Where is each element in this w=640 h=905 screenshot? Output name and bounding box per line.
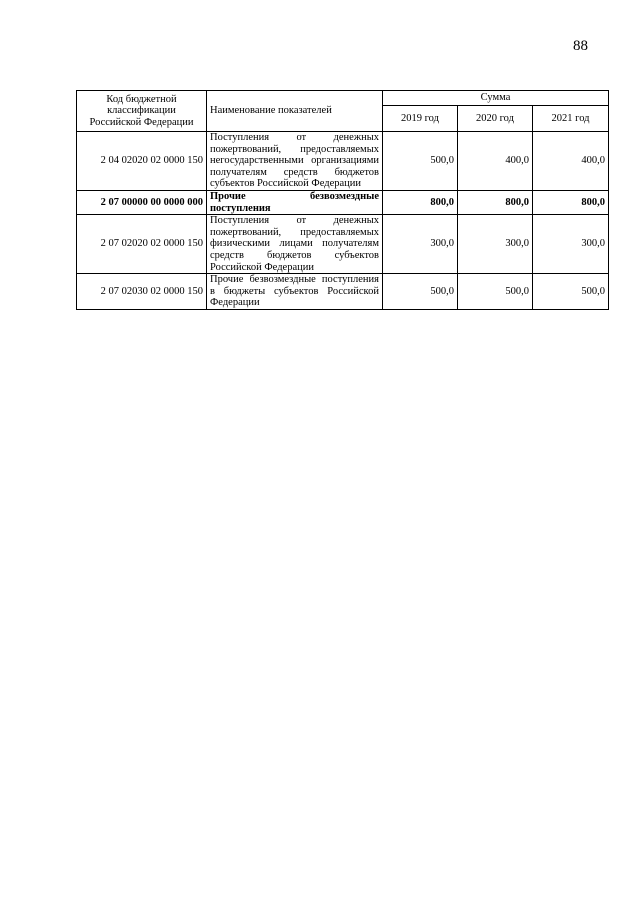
row-amount-2020: 300,0 [458,215,533,274]
row-name: Прочие безвозмездные поступления [207,190,383,214]
row-name: Прочие безвозмездные поступления в бюджеты субъектов Российской Федерации [207,274,383,310]
row-amount-2021: 500,0 [533,274,609,310]
row-amount-2021: 800,0 [533,190,609,214]
row-amount-2019: 500,0 [383,274,458,310]
row-amount-2019: 500,0 [383,132,458,191]
table-row [77,190,609,214]
header-name: Наименование показателей [207,91,383,132]
budget-table [76,90,609,310]
table-row [77,274,609,310]
header-year-2021: 2021 год [533,106,609,132]
row-amount-2019: 800,0 [383,190,458,214]
row-code: 2 07 02030 02 0000 150 [77,274,207,310]
row-name: Поступления от денежных пожертвований, предоставляемых физическими лицами получателям средств бюджетов субъектов Российской Федерации [207,215,383,274]
page-number: 88 [573,38,588,54]
table-row [77,215,609,274]
row-amount-2020: 500,0 [458,274,533,310]
row-amount-2020: 400,0 [458,132,533,191]
row-amount-2019: 300,0 [383,215,458,274]
row-amount-2021: 300,0 [533,215,609,274]
header-year-2019: 2019 год [383,106,458,132]
header-year-2020: 2020 год [458,106,533,132]
row-code: 2 04 02020 02 0000 150 [77,132,207,191]
row-amount-2020: 800,0 [458,190,533,214]
row-code: 2 07 00000 00 0000 000 [77,190,207,214]
row-amount-2021: 400,0 [533,132,609,191]
table-row [77,132,609,191]
header-sum: Сумма [383,91,609,106]
header-code: Код бюджетной классификации Российской Федерации [77,91,207,132]
row-name: Поступления от денежных пожертвований, предоставляемых негосударственными организациями получателям средств бюджетов субъектов Российской Федерации [207,132,383,191]
row-code: 2 07 02020 02 0000 150 [77,215,207,274]
